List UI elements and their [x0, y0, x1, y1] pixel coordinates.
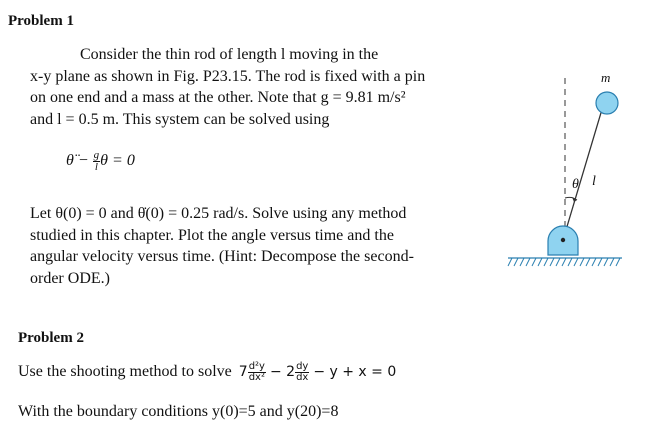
first-derivative-denominator: dx	[296, 371, 309, 383]
ode-minus-two: − 2	[269, 364, 296, 380]
rod	[563, 106, 603, 240]
problem-1-instructions	[30, 203, 466, 289]
second-derivative-denominator: dx²	[248, 371, 265, 383]
equation-lhs-end: θ = 0	[100, 152, 135, 170]
pendulum-figure	[500, 60, 635, 285]
pin-joint	[561, 238, 565, 242]
instructions-line-3: angular velocity versus time. (Hint: Decompose the second-	[30, 248, 414, 265]
mass-label: m	[601, 70, 611, 85]
ground-hatching	[508, 258, 620, 266]
instructions-line-1: Let θ(0) = 0 and θ̇(0) = 0.25 rad/s. Solve using any method	[30, 205, 407, 222]
fraction-numerator: g	[93, 149, 100, 161]
statement-line-2: x-y plane as shown in Fig. P23.15. The rod is fixed with a pin	[30, 67, 426, 85]
equation-lhs-start: θ̈ −	[66, 152, 93, 170]
ode-tail: − y + x = 0	[313, 364, 397, 380]
first-derivative-fraction	[295, 362, 309, 383]
statement-line-4: and l = 0.5 m. This system can be solved using	[30, 110, 330, 128]
fraction-denominator: l	[94, 161, 98, 173]
statement-line-3: on one end and a mass at the other. Note that g = 9.81 m/s²	[30, 89, 406, 106]
angle-label: θ	[572, 177, 579, 192]
instructions-line-4: order ODE.)	[30, 269, 110, 287]
shooting-method-text: Use the shooting method to solve	[18, 363, 232, 380]
boundary-conditions: With the boundary conditions y(0)=5 and y(20)=8	[18, 403, 339, 420]
problem-2-heading: Problem 2	[18, 330, 84, 346]
ode-equation	[66, 150, 135, 173]
first-derivative-numerator: dy	[296, 360, 309, 372]
length-label: l	[592, 174, 596, 189]
second-derivative-numerator: d²y	[248, 360, 265, 372]
instructions-line-2: studied in this chapter. Plot the angle versus time and the	[30, 226, 394, 244]
problem-1-statement	[30, 44, 466, 130]
ode-coefficient: 7	[238, 364, 248, 380]
statement-line-1: Consider the thin rod of length l moving in the	[80, 46, 379, 63]
second-derivative-fraction	[248, 362, 266, 383]
problem-1-heading: Problem 1	[8, 13, 74, 29]
problem-2-statement	[18, 361, 396, 384]
mass-bob	[596, 92, 618, 114]
